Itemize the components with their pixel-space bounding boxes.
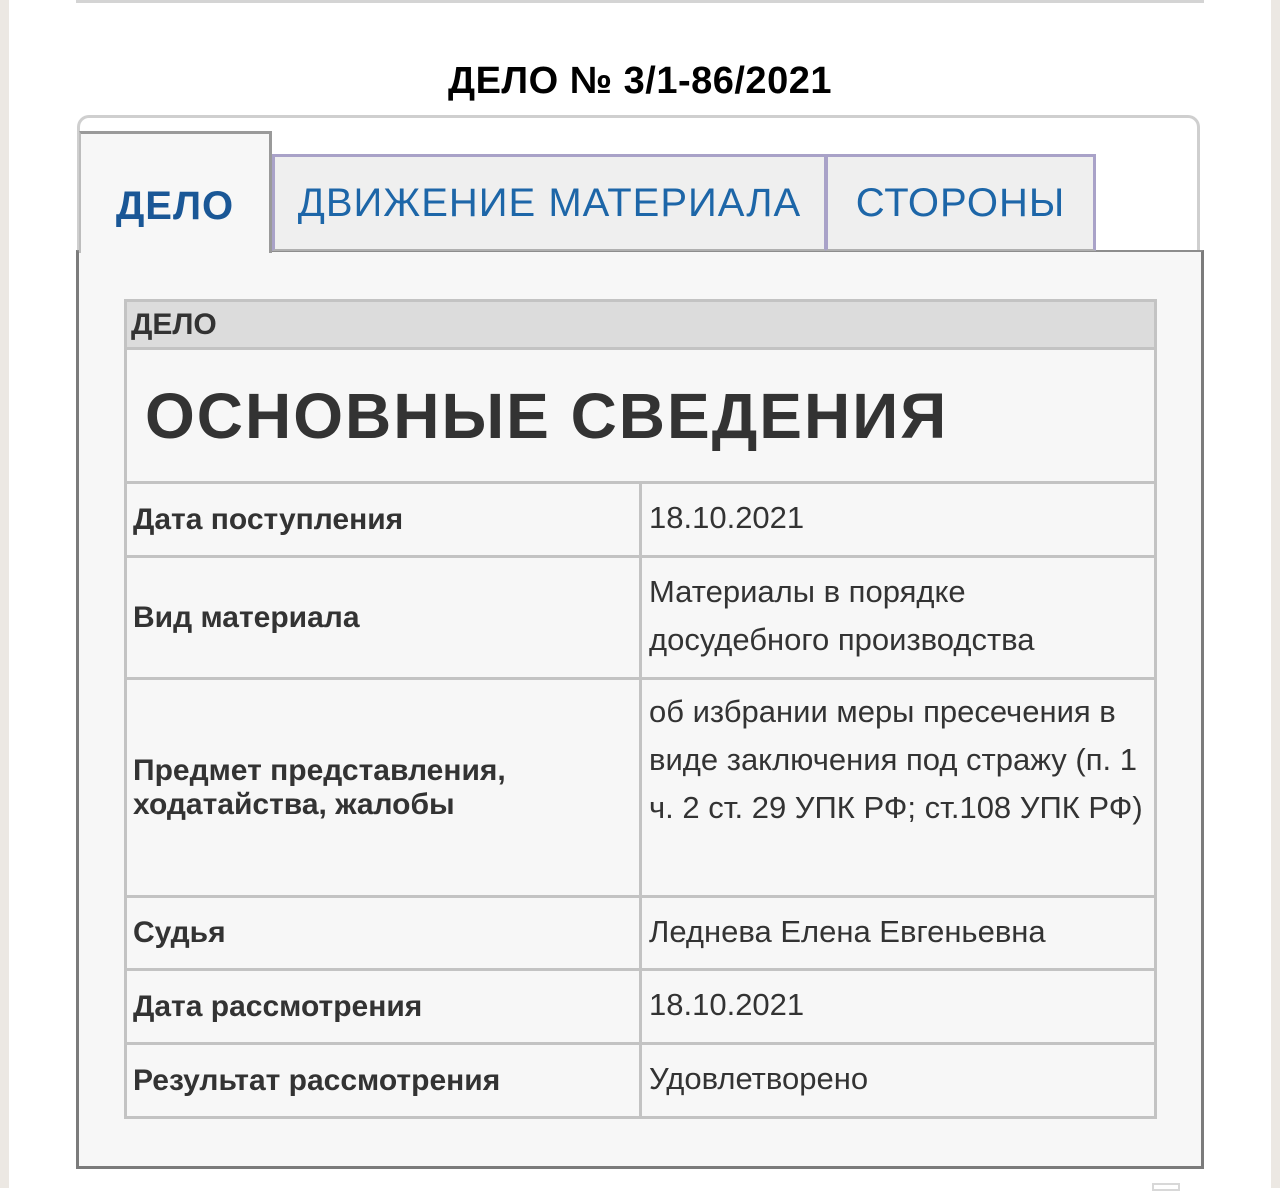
tab-material-movement[interactable]: ДВИЖЕНИЕ МАТЕРИАЛА	[272, 154, 827, 251]
section-label: ДЕЛО	[126, 301, 1156, 349]
row-label-judge: Судья	[126, 897, 641, 970]
row-value-review-result: Удовлетворено	[641, 1044, 1156, 1118]
table-row	[126, 557, 1156, 679]
tab-case[interactable]: ДЕЛО	[79, 131, 272, 253]
page-edge-right	[1271, 0, 1280, 1188]
section-title: ОСНОВНЫЕ СВЕДЕНИЯ	[126, 349, 1156, 483]
table-row	[126, 1044, 1156, 1118]
row-value-subject: об избрании меры пресечения в виде заключения под стражу (п. 1 ч. 2 ст. 29 УПК РФ; ст.108 УПК РФ)	[641, 679, 1156, 897]
top-divider	[76, 0, 1204, 3]
row-label-subject: Предмет представления, ходатайства, жалобы	[126, 679, 641, 897]
table-row	[126, 970, 1156, 1044]
row-value-review-date: 18.10.2021	[641, 970, 1156, 1044]
table-row	[126, 897, 1156, 970]
table-row	[126, 679, 1156, 897]
row-value-receipt-date: 18.10.2021	[641, 483, 1156, 557]
row-label-material-type: Вид материала	[126, 557, 641, 679]
page-edge-left	[0, 0, 9, 1188]
section-header-row	[126, 301, 1156, 349]
row-label-review-result: Результат рассмотрения	[126, 1044, 641, 1118]
row-label-receipt-date: Дата поступления	[126, 483, 641, 557]
section-title-row	[126, 349, 1156, 483]
row-value-material-type: Материалы в порядке досудебного производства	[641, 557, 1156, 679]
row-label-review-date: Дата рассмотрения	[126, 970, 641, 1044]
tab-parties[interactable]: СТОРОНЫ	[825, 154, 1096, 251]
row-value-judge: Леднева Елена Евгеньевна	[641, 897, 1156, 970]
case-info-table	[124, 299, 1157, 1119]
case-title: ДЕЛО № 3/1-86/2021	[448, 60, 832, 102]
scroll-corner-mark	[1152, 1183, 1180, 1191]
table-row	[126, 483, 1156, 557]
